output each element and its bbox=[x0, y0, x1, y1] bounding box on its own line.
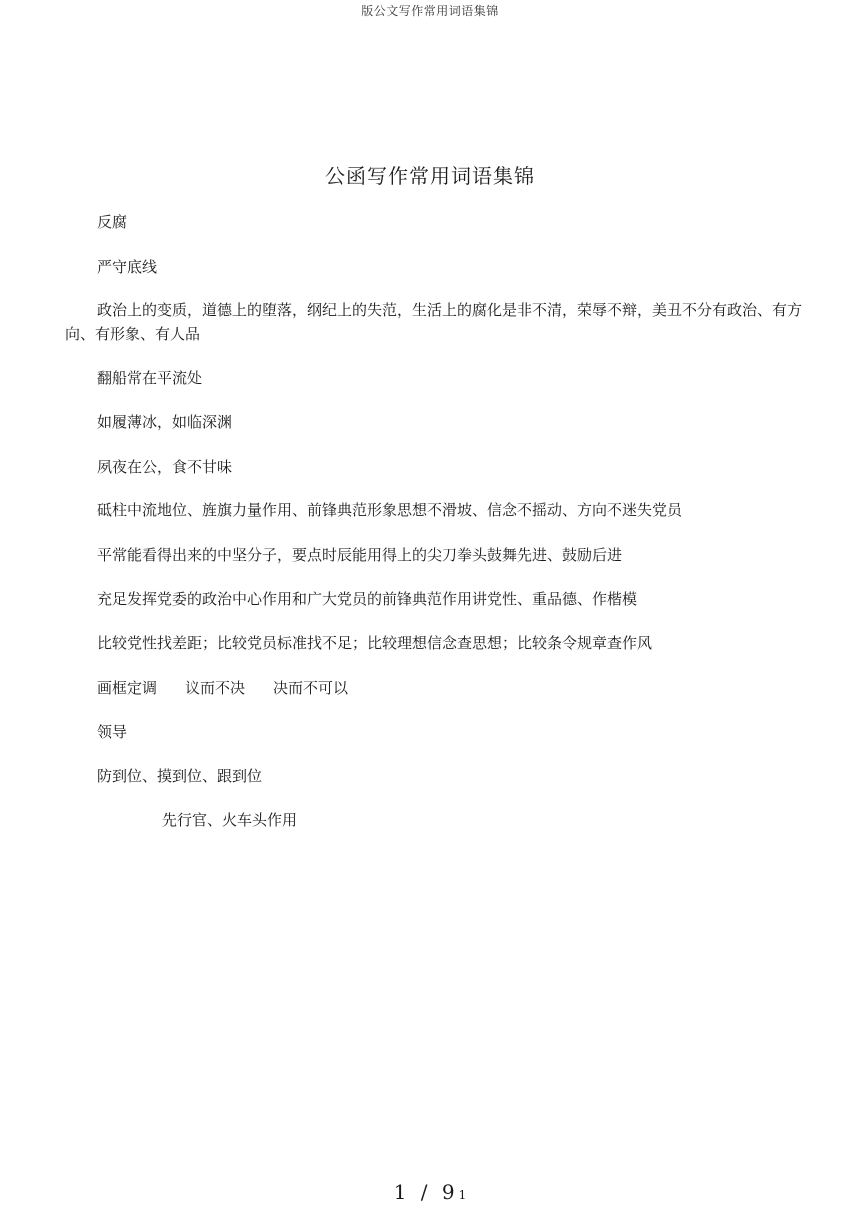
phrase-yier-bujue: 议而不决 bbox=[185, 679, 246, 697]
paragraph-fanfu: 反腐 bbox=[97, 213, 128, 231]
paragraph-xianxingguan: 先行官、火车头作用 bbox=[162, 811, 298, 829]
phrase-huakuang-dingdiao: 画框定调 bbox=[97, 679, 158, 697]
paragraph-dizhu-zhongliu: 砥柱中流地位、旌旗力量作用、前锋典范形象思想不滑坡、信念不摇动、方向不迷失党员 bbox=[97, 501, 683, 519]
paragraph-zhengzhi-bianzhi: 政治上的变质，道德上的堕落，纲纪上的失范，生活上的腐化是非不清，荣辱不辩，美丑不分有政治、有方向、有形象、有人品 bbox=[65, 301, 803, 343]
paragraph-fanchuan: 翻船常在平流处 bbox=[97, 369, 203, 387]
page-separator: / bbox=[420, 1180, 432, 1204]
page-number bbox=[0, 1180, 860, 1204]
paragraph-rulu-bobing: 如履薄冰，如临深渊 bbox=[97, 413, 233, 431]
phrase-jueer-bukeyi: 决而不可以 bbox=[273, 679, 349, 697]
document-title: 公函写作常用词语集锦 bbox=[325, 164, 535, 188]
paragraph-fang-daowei: 防到位、摸到位、跟到位 bbox=[97, 767, 263, 785]
paragraph-huakuang-dingdiao bbox=[97, 676, 348, 700]
paragraph-chongzu-fahui: 充足发挥党委的政治中心作用和广大党员的前锋典范作用讲党性、重品德、作楷模 bbox=[97, 590, 638, 608]
paragraph-lingdao: 领导 bbox=[97, 723, 128, 741]
paragraph-suye-zaigong: 夙夜在公，食不甘味 bbox=[97, 458, 233, 476]
page-total: 91 bbox=[441, 1180, 467, 1204]
running-header: 版公文写作常用词语集锦 bbox=[361, 4, 499, 18]
paragraph-bijiao-dangxing: 比较党性找差距；比较党员标准找不足；比较理想信念查思想；比较条令规章查作风 bbox=[97, 634, 653, 652]
paragraph-yanshou-dixian: 严守底线 bbox=[97, 258, 158, 276]
page-total-subscript: 1 bbox=[458, 1188, 467, 1202]
paragraph-pingchang: 平常能看得出来的中坚分子，要点时辰能用得上的尖刀拳头鼓舞先进、鼓励后进 bbox=[97, 546, 623, 564]
page-current: 1 bbox=[393, 1180, 411, 1204]
